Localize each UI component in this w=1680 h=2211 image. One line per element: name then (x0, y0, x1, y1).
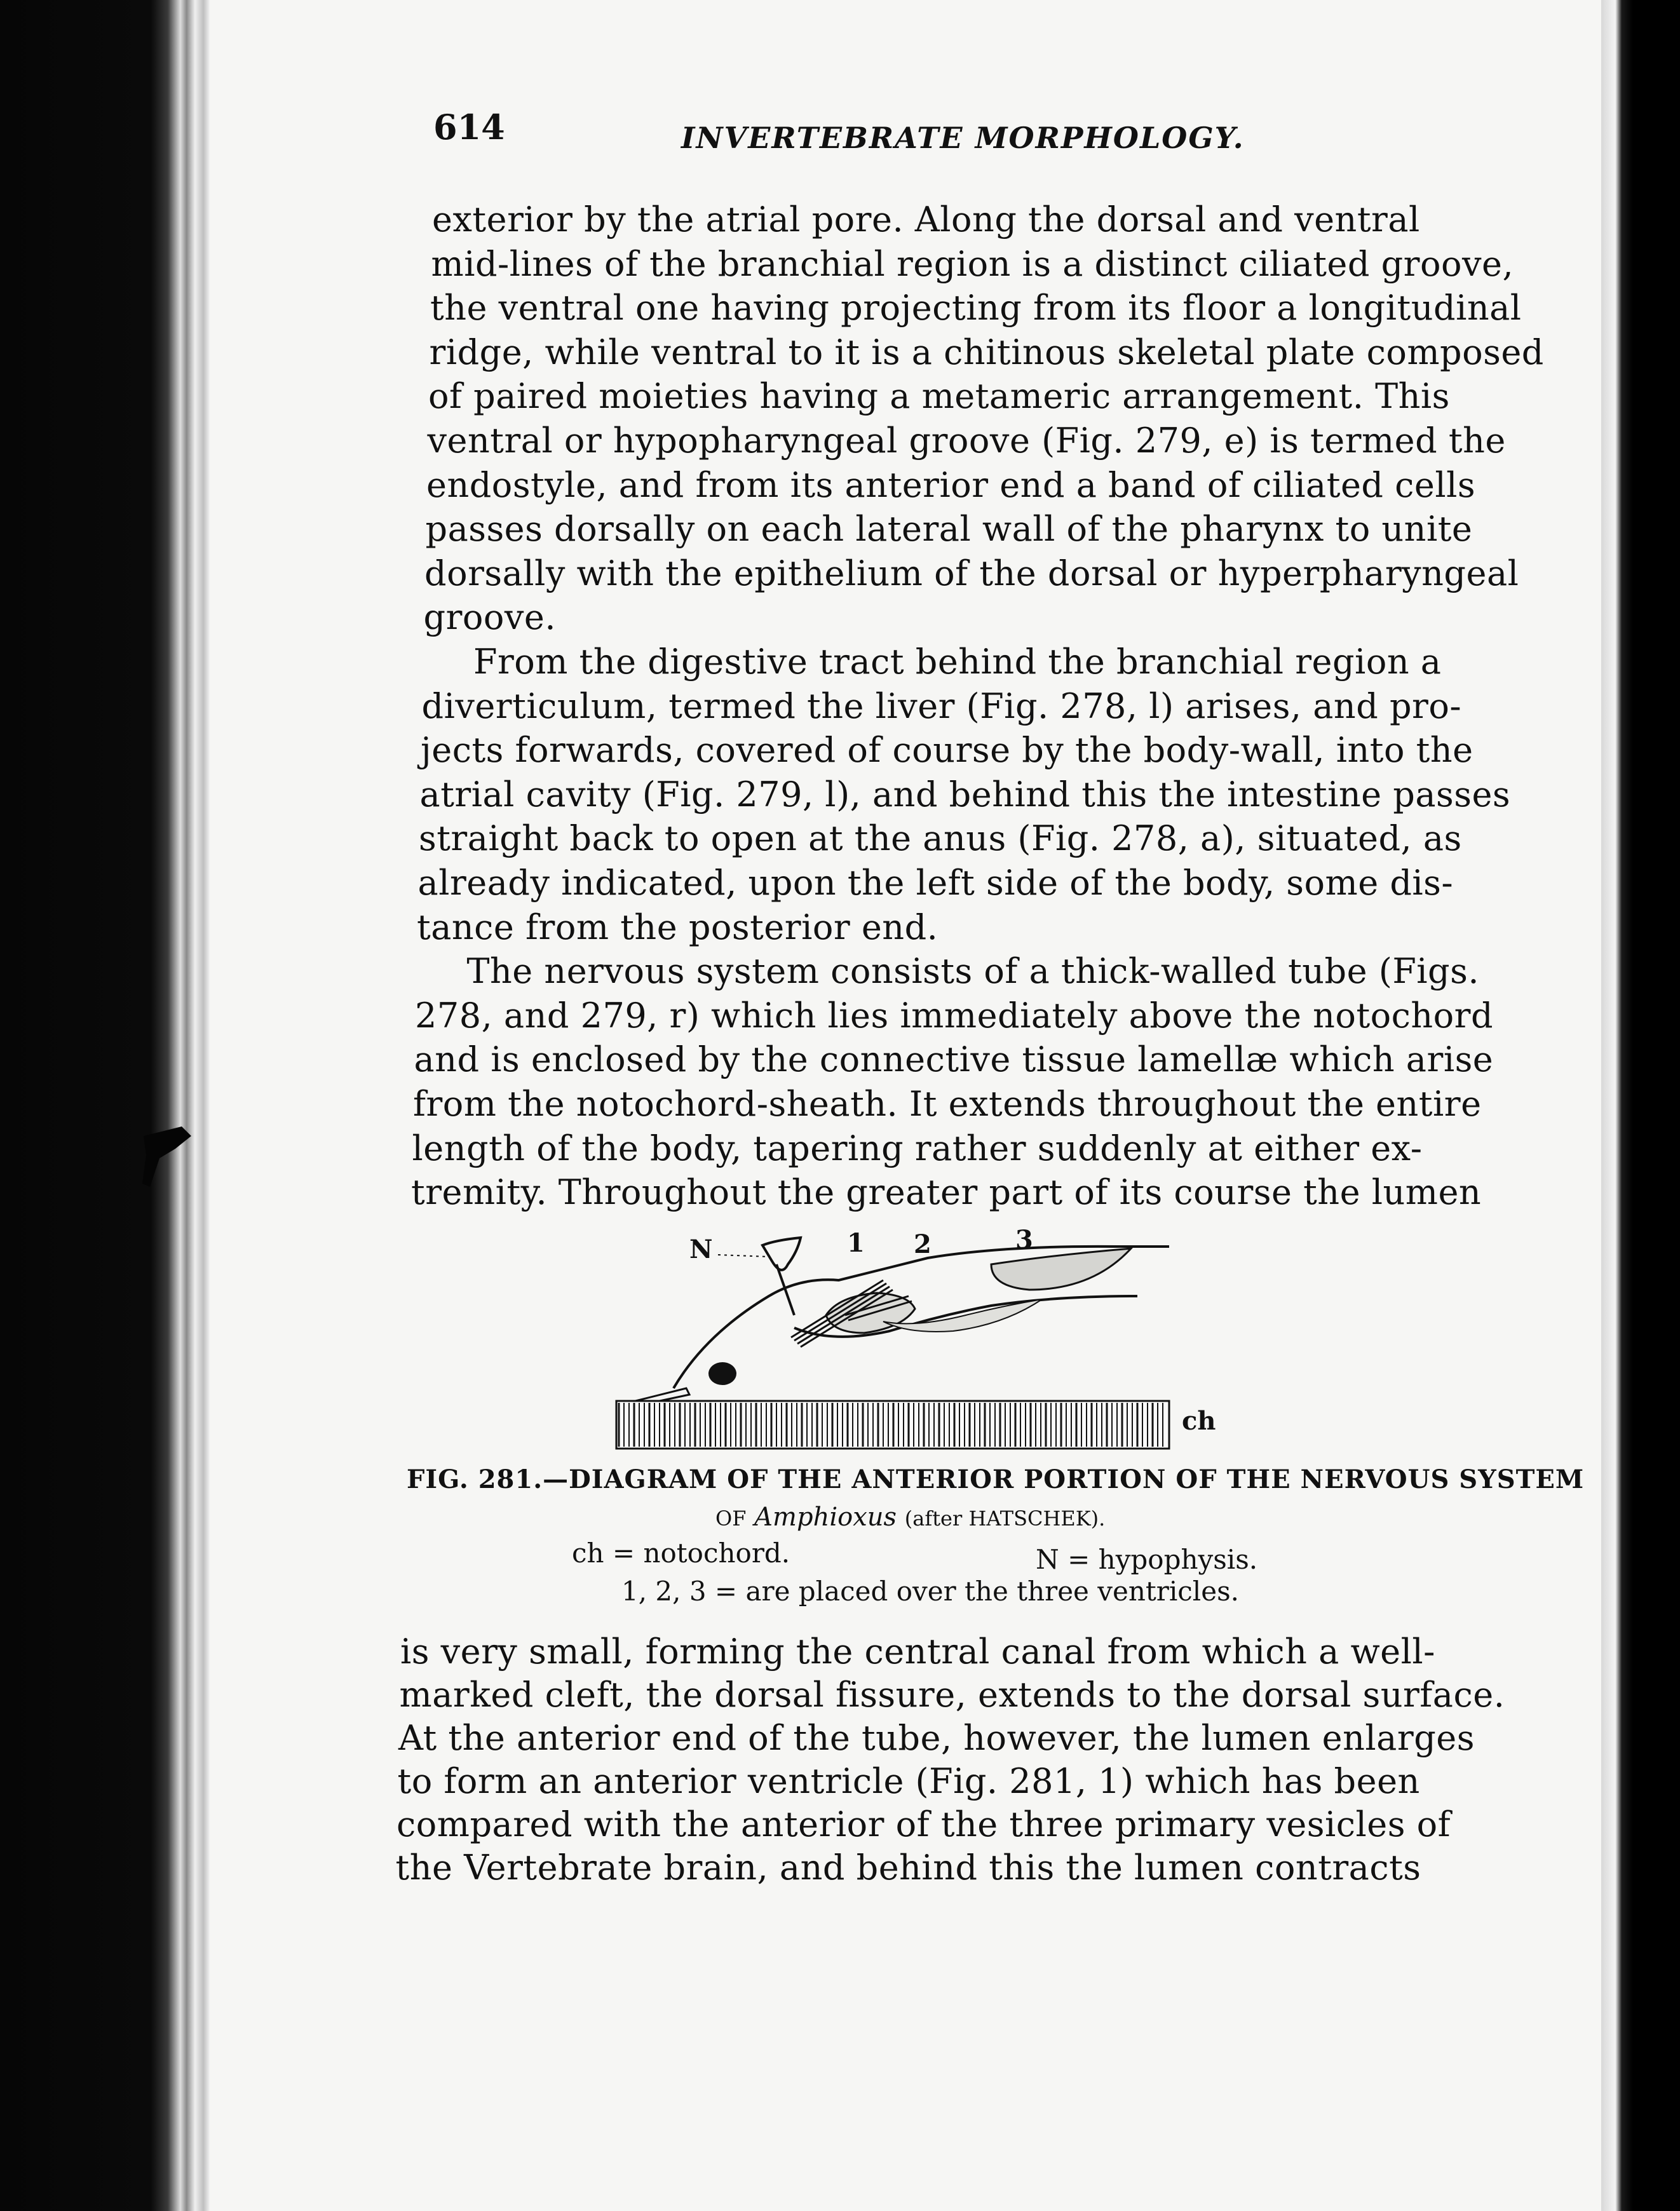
figure-label-2: 2 (914, 1229, 931, 1259)
caption-sub-suffix: (after HATSCHEK). (904, 1506, 1106, 1531)
figure-label-1: 1 (847, 1228, 865, 1258)
text-line: jects forwards, covered of course by the body-wall, into the (421, 730, 1473, 771)
right-page-edge (1601, 0, 1680, 2211)
text-line: ridge, while ventral to it is a chitinous skeletal plate composed (429, 332, 1544, 372)
ink-blot-mark (137, 1123, 194, 1193)
text-line: diverticulum, termed the liver (Fig. 278, l) arises, and pro- (421, 686, 1462, 726)
caption-sub-genus: Amphioxus (754, 1503, 897, 1532)
text-line: atrial cavity (Fig. 279, l), and behind this the intestine passes (419, 774, 1511, 815)
text-line: 278, and 279, r) which lies immediately above the notochord (415, 995, 1494, 1036)
text-line: From the digestive tract behind the branchial region a (473, 642, 1442, 682)
text-line: to form an anterior ventricle (Fig. 281, 1) which has been (397, 1761, 1420, 1801)
n-leader-line (718, 1255, 769, 1257)
caption-key-notochord: ch = notochord. (572, 1538, 790, 1569)
text-line: groove. (423, 597, 557, 638)
text-line: tance from the posterior end. (417, 907, 938, 947)
caption-sub-prefix: OF (715, 1506, 747, 1531)
text-line: is very small, forming the central canal from which a well- (400, 1632, 1435, 1672)
text-line: endostyle, and from its anterior end a band of ciliated cells (426, 464, 1476, 505)
running-title: INVERTEBRATE MORPHOLOGY. (681, 121, 1245, 155)
figure-label-3: 3 (1015, 1225, 1033, 1255)
text-line: from the notochord-sheath. It extends throughout the entire (413, 1084, 1482, 1124)
figure-label-n: N (689, 1234, 713, 1264)
figure-caption-title: FIG. 281.—DIAGRAM OF THE ANTERIOR PORTION OF THE NERVOUS SYSTEM (407, 1464, 1585, 1494)
page-number: 614 (433, 107, 505, 147)
text-line: ventral or hypopharyngeal groove (Fig. 279, e) is termed the (427, 421, 1506, 461)
text-line: mid-lines of the branchial region is a distinct ciliated groove, (431, 243, 1514, 284)
text-line: dorsally with the epithelium of the dorsal or hyperpharyngeal (424, 553, 1519, 593)
text-line: compared with the anterior of the three primary vesicles of (396, 1804, 1451, 1844)
text-line: the ventral one having projecting from its floor a longitudinal (430, 288, 1522, 328)
book-binding-edge (0, 0, 210, 2211)
text-line: passes dorsally on each lateral wall of the pharynx to unite (425, 509, 1473, 550)
text-line: of paired moieties having a metameric arrangement. This (428, 376, 1450, 417)
text-line: The nervous system consists of a thick-walled tube (Figs. (466, 951, 1479, 992)
text-line: the Vertebrate brain, and behind this the lumen contracts (395, 1848, 1421, 1888)
text-line: exterior by the atrial pore. Along the dorsal and ventral (432, 199, 1420, 240)
text-line: marked cleft, the dorsal fissure, extends to the dorsal surface. (399, 1675, 1505, 1715)
figure-281-diagram (610, 1220, 1233, 1468)
text-line: At the anterior end of the tube, however, the lumen enlarges (398, 1718, 1475, 1758)
figure-caption-subtitle (715, 1503, 1105, 1532)
text-line: length of the body, tapering rather suddenly at either ex- (412, 1128, 1423, 1168)
hypophysis-funnel (762, 1238, 801, 1270)
text-line: tremity. Throughout the greater part of its course the lumen (411, 1172, 1482, 1213)
caption-key-hypophysis: N = hypophysis. (1036, 1544, 1258, 1575)
caption-key-ventricles: 1, 2, 3 = are placed over the three ventricles. (621, 1576, 1239, 1607)
text-line: already indicated, upon the left side of the body, some dis- (417, 863, 1454, 903)
pigment-spot (708, 1362, 736, 1385)
text-line: straight back to open at the anus (Fig. 278, a), situated, as (419, 818, 1462, 859)
figure-label-ch: ch (1182, 1406, 1216, 1436)
text-line: and is enclosed by the connective tissue lamellæ which arise (414, 1039, 1494, 1080)
ventricle-3 (991, 1248, 1131, 1290)
